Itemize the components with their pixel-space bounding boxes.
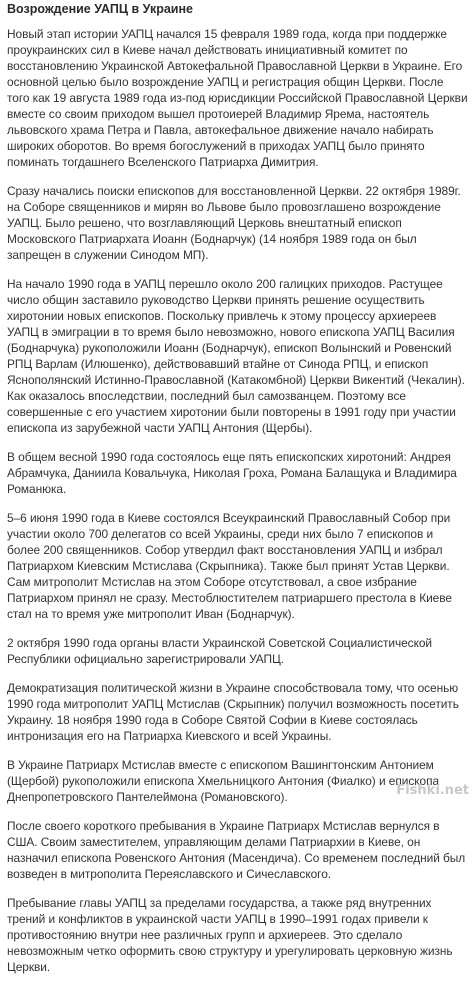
paragraph: На начало 1990 года в УАПЦ перешло около 200 галицких приходов. Растущее число общин заставило руководство Церкви принять решение осуществить хиротонии новых епископов. Поскольку привлечь к этому процессу архиереев УАПЦ в эмиграции в то время было невозможно, нового епископа УАПЦ Василия (Боднарчука) рукоположили Иоанн (Боднарчук), епископ Волынский и Ровенский РПЦ Варлам (Илюшенко), действовавший втайне от Синода РПЦ, и епископ Яснополянский Истинно-Православной (Катакомбной) Церкви Викентий (Чекалин). Как оказалось впоследствии, последний был самозванцем. Поэтому все совершенные с его участием хиротонии были повторены в 1991 году при участии епископа из зарубежной части УАПЦ Антония (Щербы). <box>7 277 465 435</box>
article <box>7 2 468 988</box>
paragraph: После своего короткого пребывания в Украине Патриарх Мстислав вернулся в США. Своим заместителем, управляющим делами Патриархии в Киеве, он назначил епископа Ровенского Антония (Масендича). Со временем последний был возведен в митрополита Переяславского и Сичеславского. <box>7 819 466 881</box>
article-title: Возрождение УАПЦ в Украине <box>7 2 193 16</box>
watermark: Fishki.net <box>396 783 469 798</box>
paragraph: 5–6 июня 1990 года в Киеве состоялся Всеукраинский Православный Собор при участии около 700 делегатов со всей Украины, среди них было 7 епископов и более 200 священников. Собор утвердил факт восстановления УАПЦ и избрал Патриархом Киевским Мстислава (Скрыпника). Также был принят Устав Церкви. Сам митрополит Мстислав на этом Соборе отсутствовал, а свое избрание Патриархом принял не сразу. Местоблюстителем патриаршего престола в Киеве стал на то время уже митрополит Иван (Боднарчук). <box>7 511 452 621</box>
paragraph: Сразу начались поиски епископов для восстановленной Церкви. 22 октября 1989г. на Соборе священников и мирян во Львове было провозглашено возрождение УАПЦ. Было решено, что возглавляющий Церковь внештатный епископ Московского Патриархата Иоанн (Боднарчук) (14 ноября 1989 года он был запрещен в служении Синодом МП). <box>7 184 461 262</box>
paragraph: 2 октября 1990 года органы власти Украинской Советской Социалистической Республики официально зарегистрировали УАПЦ. <box>7 636 433 666</box>
paragraph: В общем весной 1990 года состоялось еще пять епископских хиротоний: Андрея Абрамчука, Даниила Ковальчука, Николая Гроха, Романа Балащука и Владимира Романюка. <box>7 450 457 496</box>
paragraph: Пребывание главы УАПЦ за пределами государства, а также ряд внутренних трений и конфликтов в украинской части УАПЦ в 1990–1991 годах привели к противостоянию внутри нее различных групп и архиереев. Это сделало невозможным четко оформить свою структуру и урегулировать церковную жизнь Церкви. <box>7 896 453 974</box>
paragraph: Демократизация политической жизни в Украине способствовала тому, что осенью 1990 года митрополит УАПЦ Мстислав (Скрыпник) получил возможность посетить Украину. 18 ноября 1990 года в Соборе Святой Софии в Киеве состоялась интронизация его на Патриарха Киевского и всей Украины. <box>7 681 459 743</box>
paragraph: Новый этап истории УАПЦ начался 15 февраля 1989 года, когда при поддержке проукраинских сил в Киеве начал действовать инициативный комитет по восстановлению Украинской Автокефальной Православной Церкви в Украине. Его основной целью было возрождение УАПЦ и регистрация общин Церкви. После того как 19 августа 1989 года из-под юрисдикции Российской Православной Церкви вместе со своим приходом вышел протоиерей Владимир Ярема, настоятель львовского храма Петра и Павла, автокефальное движение начало набирать широких оборотов. Во время богослужений в приходах УАПЦ было принято поминать тогдашнего Вселенского Патриарха Димитрия. <box>7 27 468 169</box>
paragraph: В Украине Патриарх Мстислав вместе с епископом Вашингтонским Антонием (Щербой) рукоположили епископа Хмельницкого Антония (Фиалко) и епископа Днепропетровского Пантелеймона (Романовского). <box>7 758 440 804</box>
